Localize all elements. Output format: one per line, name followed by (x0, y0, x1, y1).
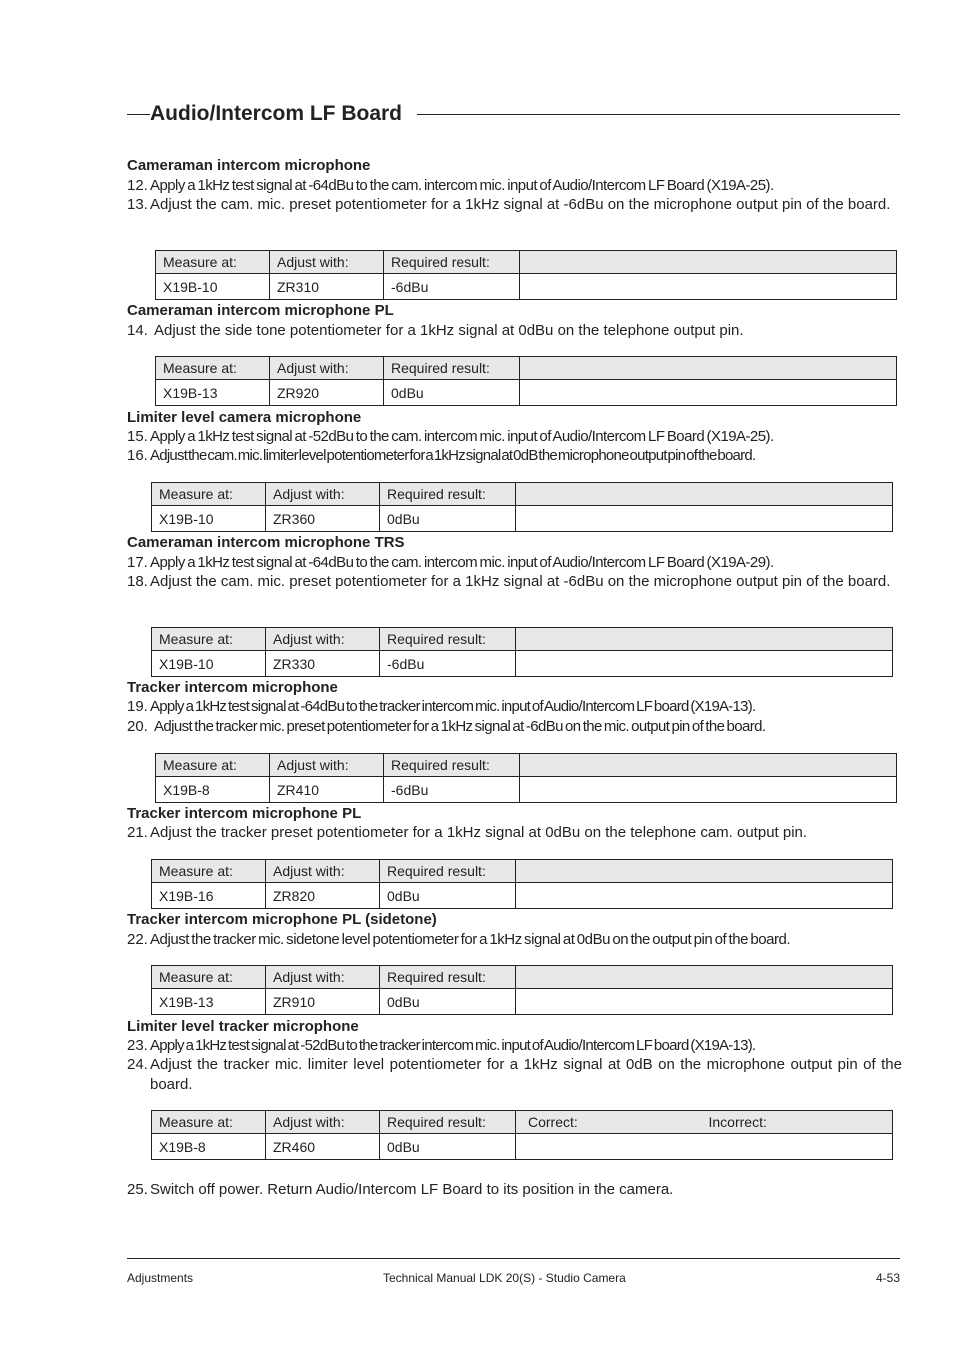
cell-measure-at: X19B-10 (152, 506, 266, 532)
step-number: 20. (127, 718, 148, 735)
cell-adjust-with: ZR910 (266, 989, 380, 1015)
cell-adjust-with: ZR460 (266, 1134, 380, 1160)
cell-blank (520, 777, 897, 803)
header-measure-at: Measure at: (152, 628, 266, 651)
cell-required-result: 0dBu (380, 883, 516, 909)
step-number: 19. (127, 698, 148, 715)
header-blank (520, 754, 897, 777)
header-blank (516, 860, 893, 883)
step-item (127, 446, 902, 466)
step-text: Apply a 1kHz test signal at -64dBu to the cam. intercom mic. input of Audio/Intercom LF Board (X19A-25). (150, 177, 774, 194)
table-header-row (152, 628, 893, 651)
step-item (127, 697, 902, 717)
page-title-row (127, 101, 900, 127)
header-adjust-with: Adjust with: (266, 628, 380, 651)
step-text: Apply a 1kHz test signal at -52dBu to the cam. intercom mic. input of Audio/Intercom LF Board (X19A-25). (150, 428, 774, 445)
cell-adjust-with: ZR360 (266, 506, 380, 532)
footer-section: Adjustments (127, 1271, 194, 1285)
header-adjust-with: Adjust with: (270, 754, 384, 777)
step-number: 24. (127, 1056, 148, 1073)
header-adjust-with: Adjust with: (266, 860, 380, 883)
section-title: Tracker intercom microphone PL (127, 805, 362, 822)
section-title: Cameraman intercom microphone (127, 157, 371, 174)
step-item (127, 1180, 902, 1200)
header-required-result: Required result: (384, 251, 520, 274)
cell-adjust-with: ZR330 (266, 651, 380, 677)
table-row (152, 506, 893, 532)
step-number: 17. (127, 554, 148, 571)
table-row (156, 380, 897, 406)
measurement-table (155, 356, 897, 406)
header-measure-at: Measure at: (156, 754, 270, 777)
step-number: 12. (127, 177, 148, 194)
header-measure-at: Measure at: (156, 251, 270, 274)
step-text: Switch off power. Return Audio/Intercom LF Board to its position in the camera. (150, 1181, 674, 1198)
step-number: 16. (127, 447, 148, 464)
step-text: Apply a 1kHz test signal at -52dBu to the tracker intercom mic. input of Audio/Intercom LF board (X19A-13). (150, 1037, 756, 1054)
table-header-row (156, 251, 897, 274)
cell-blank (516, 883, 893, 909)
header-required-result: Required result: (380, 483, 516, 506)
cell-adjust-with: ZR310 (270, 274, 384, 300)
table-row (156, 777, 897, 803)
table-header-row (152, 966, 893, 989)
table-header-row (156, 754, 897, 777)
cell-blank (520, 274, 897, 300)
header-incorrect: Incorrect: (702, 1111, 893, 1134)
header-blank (516, 628, 893, 651)
measurement-table (151, 1110, 893, 1160)
header-required-result: Required result: (380, 966, 516, 989)
header-measure-at: Measure at: (152, 1111, 266, 1134)
cell-blank (516, 1134, 893, 1160)
title-rule-right (417, 114, 900, 115)
table-header-row (152, 860, 893, 883)
step-item (127, 427, 902, 447)
cell-adjust-with: ZR920 (270, 380, 384, 406)
footer-page-number: 4-53 (875, 1271, 900, 1285)
step-number: 22. (127, 931, 148, 948)
step-number: 25. (127, 1181, 148, 1198)
step-text: Adjust the tracker preset potentiometer for a 1kHz signal at 0dBu on the telephone cam. output pin. (150, 824, 808, 841)
header-adjust-with: Adjust with: (266, 483, 380, 506)
table-row (152, 883, 893, 909)
table-header-row (152, 483, 893, 506)
cell-adjust-with: ZR820 (266, 883, 380, 909)
cell-required-result: 0dBu (380, 1134, 516, 1160)
step-item (127, 176, 902, 196)
cell-measure-at: X19B-13 (152, 989, 266, 1015)
section-title: Limiter level camera microphone (127, 409, 362, 426)
header-adjust-with: Adjust with: (270, 357, 384, 380)
cell-blank (516, 506, 893, 532)
cell-adjust-with: ZR410 (270, 777, 384, 803)
table-header-row (152, 1111, 893, 1134)
cell-required-result: 0dBu (380, 506, 516, 532)
step-item (127, 321, 902, 341)
header-required-result: Required result: (384, 754, 520, 777)
header-measure-at: Measure at: (152, 966, 266, 989)
step-text: Apply a 1kHz test signal at -64dBu to the tracker intercom mic. input of Audio/Intercom LF board (X19A-13). (150, 698, 756, 715)
step-number: 14. (127, 322, 148, 339)
measurement-table (155, 250, 897, 300)
measurement-table (151, 482, 893, 532)
step-item (127, 1055, 902, 1094)
cell-measure-at: X19B-13 (156, 380, 270, 406)
step-text: Adjust the tracker mic. limiter level potentiometer for a 1kHz signal at 0dB on the microphone output pin of the board. (150, 1056, 902, 1093)
step-text: Adjust the cam. mic. limiter level potentiometer for a 1kHz signal at 0dB the microphone output pin of the board. (150, 447, 756, 464)
header-measure-at: Measure at: (152, 483, 266, 506)
section-title: Cameraman intercom microphone TRS (127, 534, 405, 551)
table-row (152, 651, 893, 677)
step-number: 13. (127, 196, 148, 213)
header-blank (520, 357, 897, 380)
measurement-table (151, 965, 893, 1015)
step-text: Apply a 1kHz test signal at -64dBu to the cam. intercom mic. input of Audio/Intercom LF Board (X19A-29). (150, 554, 774, 571)
footer-manual-title: Technical Manual LDK 20(S) - Studio Camera (383, 1271, 626, 1285)
header-measure-at: Measure at: (156, 357, 270, 380)
header-required-result: Required result: (380, 860, 516, 883)
step-text: Adjust the cam. mic. preset potentiometer for a 1kHz signal at -6dBu on the microphone output pin of the board. (150, 196, 891, 213)
step-text: Adjust the side tone potentiometer for a 1kHz signal at 0dBu on the telephone output pin. (154, 322, 744, 339)
cell-measure-at: X19B-8 (152, 1134, 266, 1160)
cell-measure-at: X19B-8 (156, 777, 270, 803)
measurement-table (151, 859, 893, 909)
header-adjust-with: Adjust with: (270, 251, 384, 274)
table-header-row (156, 357, 897, 380)
table-row (152, 1134, 893, 1160)
step-item (127, 572, 902, 592)
step-number: 23. (127, 1037, 148, 1054)
cell-blank (516, 651, 893, 677)
header-blank (520, 251, 897, 274)
page-title: Audio/Intercom LF Board (150, 102, 402, 125)
table-row (156, 274, 897, 300)
header-blank (516, 483, 893, 506)
step-number: 21. (127, 824, 148, 841)
measurement-table (155, 753, 897, 803)
step-text: Adjust the tracker mic. preset potentiometer for a 1kHz signal at -6dBu on the mic. output pin of the board. (154, 718, 766, 735)
step-text: Adjust the cam. mic. preset potentiometer for a 1kHz signal at -6dBu on the microphone output pin of the board. (150, 573, 891, 590)
step-item (127, 823, 902, 843)
header-required-result: Required result: (380, 1111, 516, 1134)
step-item (127, 1036, 902, 1056)
title-rule-left (127, 114, 150, 115)
cell-required-result: -6dBu (380, 651, 516, 677)
section-title: Tracker intercom microphone PL (sidetone) (127, 911, 437, 928)
cell-blank (516, 989, 893, 1015)
cell-blank (520, 380, 897, 406)
header-adjust-with: Adjust with: (266, 1111, 380, 1134)
measurement-table (151, 627, 893, 677)
header-blank (516, 966, 893, 989)
step-number: 15. (127, 428, 148, 445)
cell-measure-at: X19B-10 (156, 274, 270, 300)
step-item (127, 195, 902, 215)
step-text: Adjust the tracker mic. sidetone level potentiometer for a 1kHz signal at 0dBu on the output pin of the board. (150, 931, 791, 948)
footer-rule (127, 1258, 900, 1259)
section-title: Tracker intercom microphone (127, 679, 338, 696)
cell-measure-at: X19B-16 (152, 883, 266, 909)
cell-required-result: 0dBu (380, 989, 516, 1015)
cell-required-result: -6dBu (384, 274, 520, 300)
header-adjust-with: Adjust with: (266, 966, 380, 989)
header-required-result: Required result: (384, 357, 520, 380)
header-required-result: Required result: (380, 628, 516, 651)
cell-required-result: -6dBu (384, 777, 520, 803)
table-row (152, 989, 893, 1015)
step-item (127, 553, 902, 573)
section-title: Cameraman intercom microphone PL (127, 302, 394, 319)
header-measure-at: Measure at: (152, 860, 266, 883)
step-number: 18. (127, 573, 148, 590)
section-title: Limiter level tracker microphone (127, 1018, 359, 1035)
step-item (127, 930, 902, 950)
step-item (127, 717, 902, 737)
header-correct: Correct: (516, 1111, 702, 1134)
cell-required-result: 0dBu (384, 380, 520, 406)
cell-measure-at: X19B-10 (152, 651, 266, 677)
